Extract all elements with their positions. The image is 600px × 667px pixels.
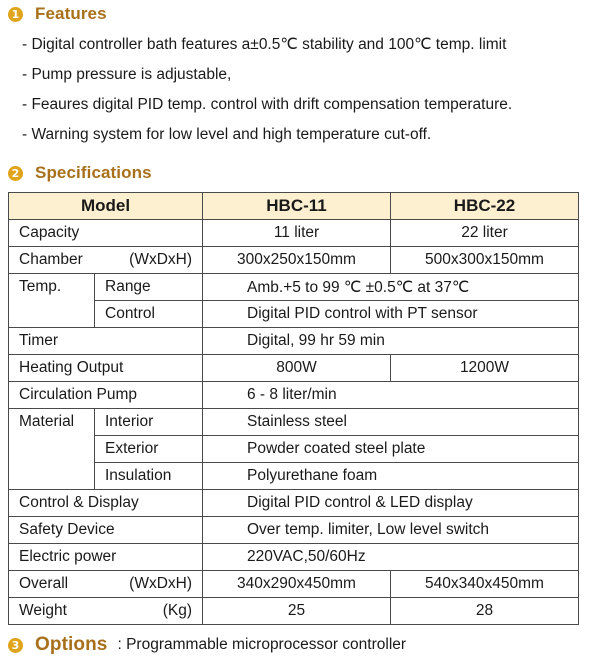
electric-value: 220VAC,50/60Hz [203, 544, 579, 571]
capacity-hbc-11: 11 liter [203, 220, 391, 247]
weight-unit: (Kg) [162, 602, 192, 619]
feature-item: - Pump pressure is adjustable, [22, 66, 232, 83]
table-row-temp-range [9, 274, 579, 301]
pump-value: 6 - 8 liter/min [203, 382, 579, 409]
material-insulation-label: Insulation [95, 463, 203, 490]
hbc-22-header: HBC-22 [391, 193, 579, 220]
features-title: Features [35, 4, 107, 23]
table-row-chamber [9, 247, 579, 274]
material-exterior-value: Powder coated steel plate [203, 436, 579, 463]
material-interior-label: Interior [95, 409, 203, 436]
options-heading [8, 634, 406, 656]
weight-hbc-22: 28 [391, 598, 579, 625]
feature-item: - Digital controller bath features a±0.5℃ stability and 100℃ temp. limit [22, 36, 507, 53]
table-row-capacity [9, 220, 579, 247]
table-row-material-interior [9, 409, 579, 436]
number-3-badge-icon: 3 [8, 638, 23, 653]
electric-label: Electric power [9, 544, 203, 571]
table-row-material-exterior [9, 436, 579, 463]
table-row-overall [9, 571, 579, 598]
heating-hbc-22: 1200W [391, 355, 579, 382]
number-2-badge-icon: 2 [8, 166, 23, 181]
overall-hbc-11: 340x290x450mm [203, 571, 391, 598]
timer-value: Digital, 99 hr 59 min [203, 328, 579, 355]
overall-unit: (WxDxH) [129, 575, 192, 592]
chamber-hbc-11: 300x250x150mm [203, 247, 391, 274]
timer-label: Timer [9, 328, 203, 355]
overall-label-cell [9, 571, 203, 598]
material-interior-value: Stainless steel [203, 409, 579, 436]
control-display-value: Digital PID control & LED display [203, 490, 579, 517]
specifications-heading [8, 163, 152, 183]
options-title: Options [35, 634, 108, 655]
number-1-badge-icon: 1 [8, 7, 23, 22]
table-row-safety [9, 517, 579, 544]
table-row-heating [9, 355, 579, 382]
table-row-control-display [9, 490, 579, 517]
hbc-11-header: HBC-11 [203, 193, 391, 220]
options-text: : Programmable microprocessor controller [117, 636, 407, 653]
weight-label-cell [9, 598, 203, 625]
table-row-weight [9, 598, 579, 625]
overall-hbc-22: 540x340x450mm [391, 571, 579, 598]
chamber-unit: (WxDxH) [129, 251, 192, 268]
heating-hbc-11: 800W [203, 355, 391, 382]
specifications-table [8, 192, 579, 625]
weight-hbc-11: 25 [203, 598, 391, 625]
table-row-pump [9, 382, 579, 409]
temp-range-label: Range [95, 274, 203, 301]
material-exterior-label: Exterior [95, 436, 203, 463]
weight-label: Weight [19, 602, 67, 619]
material-label: Material [9, 409, 95, 490]
table-row-electric [9, 544, 579, 571]
table-row-material-insulation [9, 463, 579, 490]
features-list [22, 30, 512, 150]
chamber-label: Chamber [19, 251, 83, 268]
pump-label: Circulation Pump [9, 382, 203, 409]
capacity-hbc-22: 22 liter [391, 220, 579, 247]
model-header: Model [9, 193, 203, 220]
temp-control-value: Digital PID control with PT sensor [203, 301, 579, 328]
features-heading [8, 4, 107, 24]
table-row-timer [9, 328, 579, 355]
control-display-label: Control & Display [9, 490, 203, 517]
safety-label: Safety Device [9, 517, 203, 544]
temp-range-value: Amb.+5 to 99 ℃ ±0.5℃ at 37℃ [203, 274, 579, 301]
safety-value: Over temp. limiter, Low level switch [203, 517, 579, 544]
table-row-temp-control [9, 301, 579, 328]
chamber-hbc-22: 500x300x150mm [391, 247, 579, 274]
chamber-label-cell [9, 247, 203, 274]
overall-label: Overall [19, 575, 69, 592]
feature-item: - Feaures digital PID temp. control with drift compensation temperature. [22, 96, 513, 113]
feature-item: - Warning system for low level and high temperature cut-off. [22, 126, 432, 143]
temp-control-label: Control [95, 301, 203, 328]
table-header-row [9, 193, 579, 220]
heating-label: Heating Output [9, 355, 203, 382]
specifications-title: Specifications [35, 163, 152, 182]
capacity-label: Capacity [9, 220, 203, 247]
material-insulation-value: Polyurethane foam [203, 463, 579, 490]
temp-label: Temp. [9, 274, 95, 328]
